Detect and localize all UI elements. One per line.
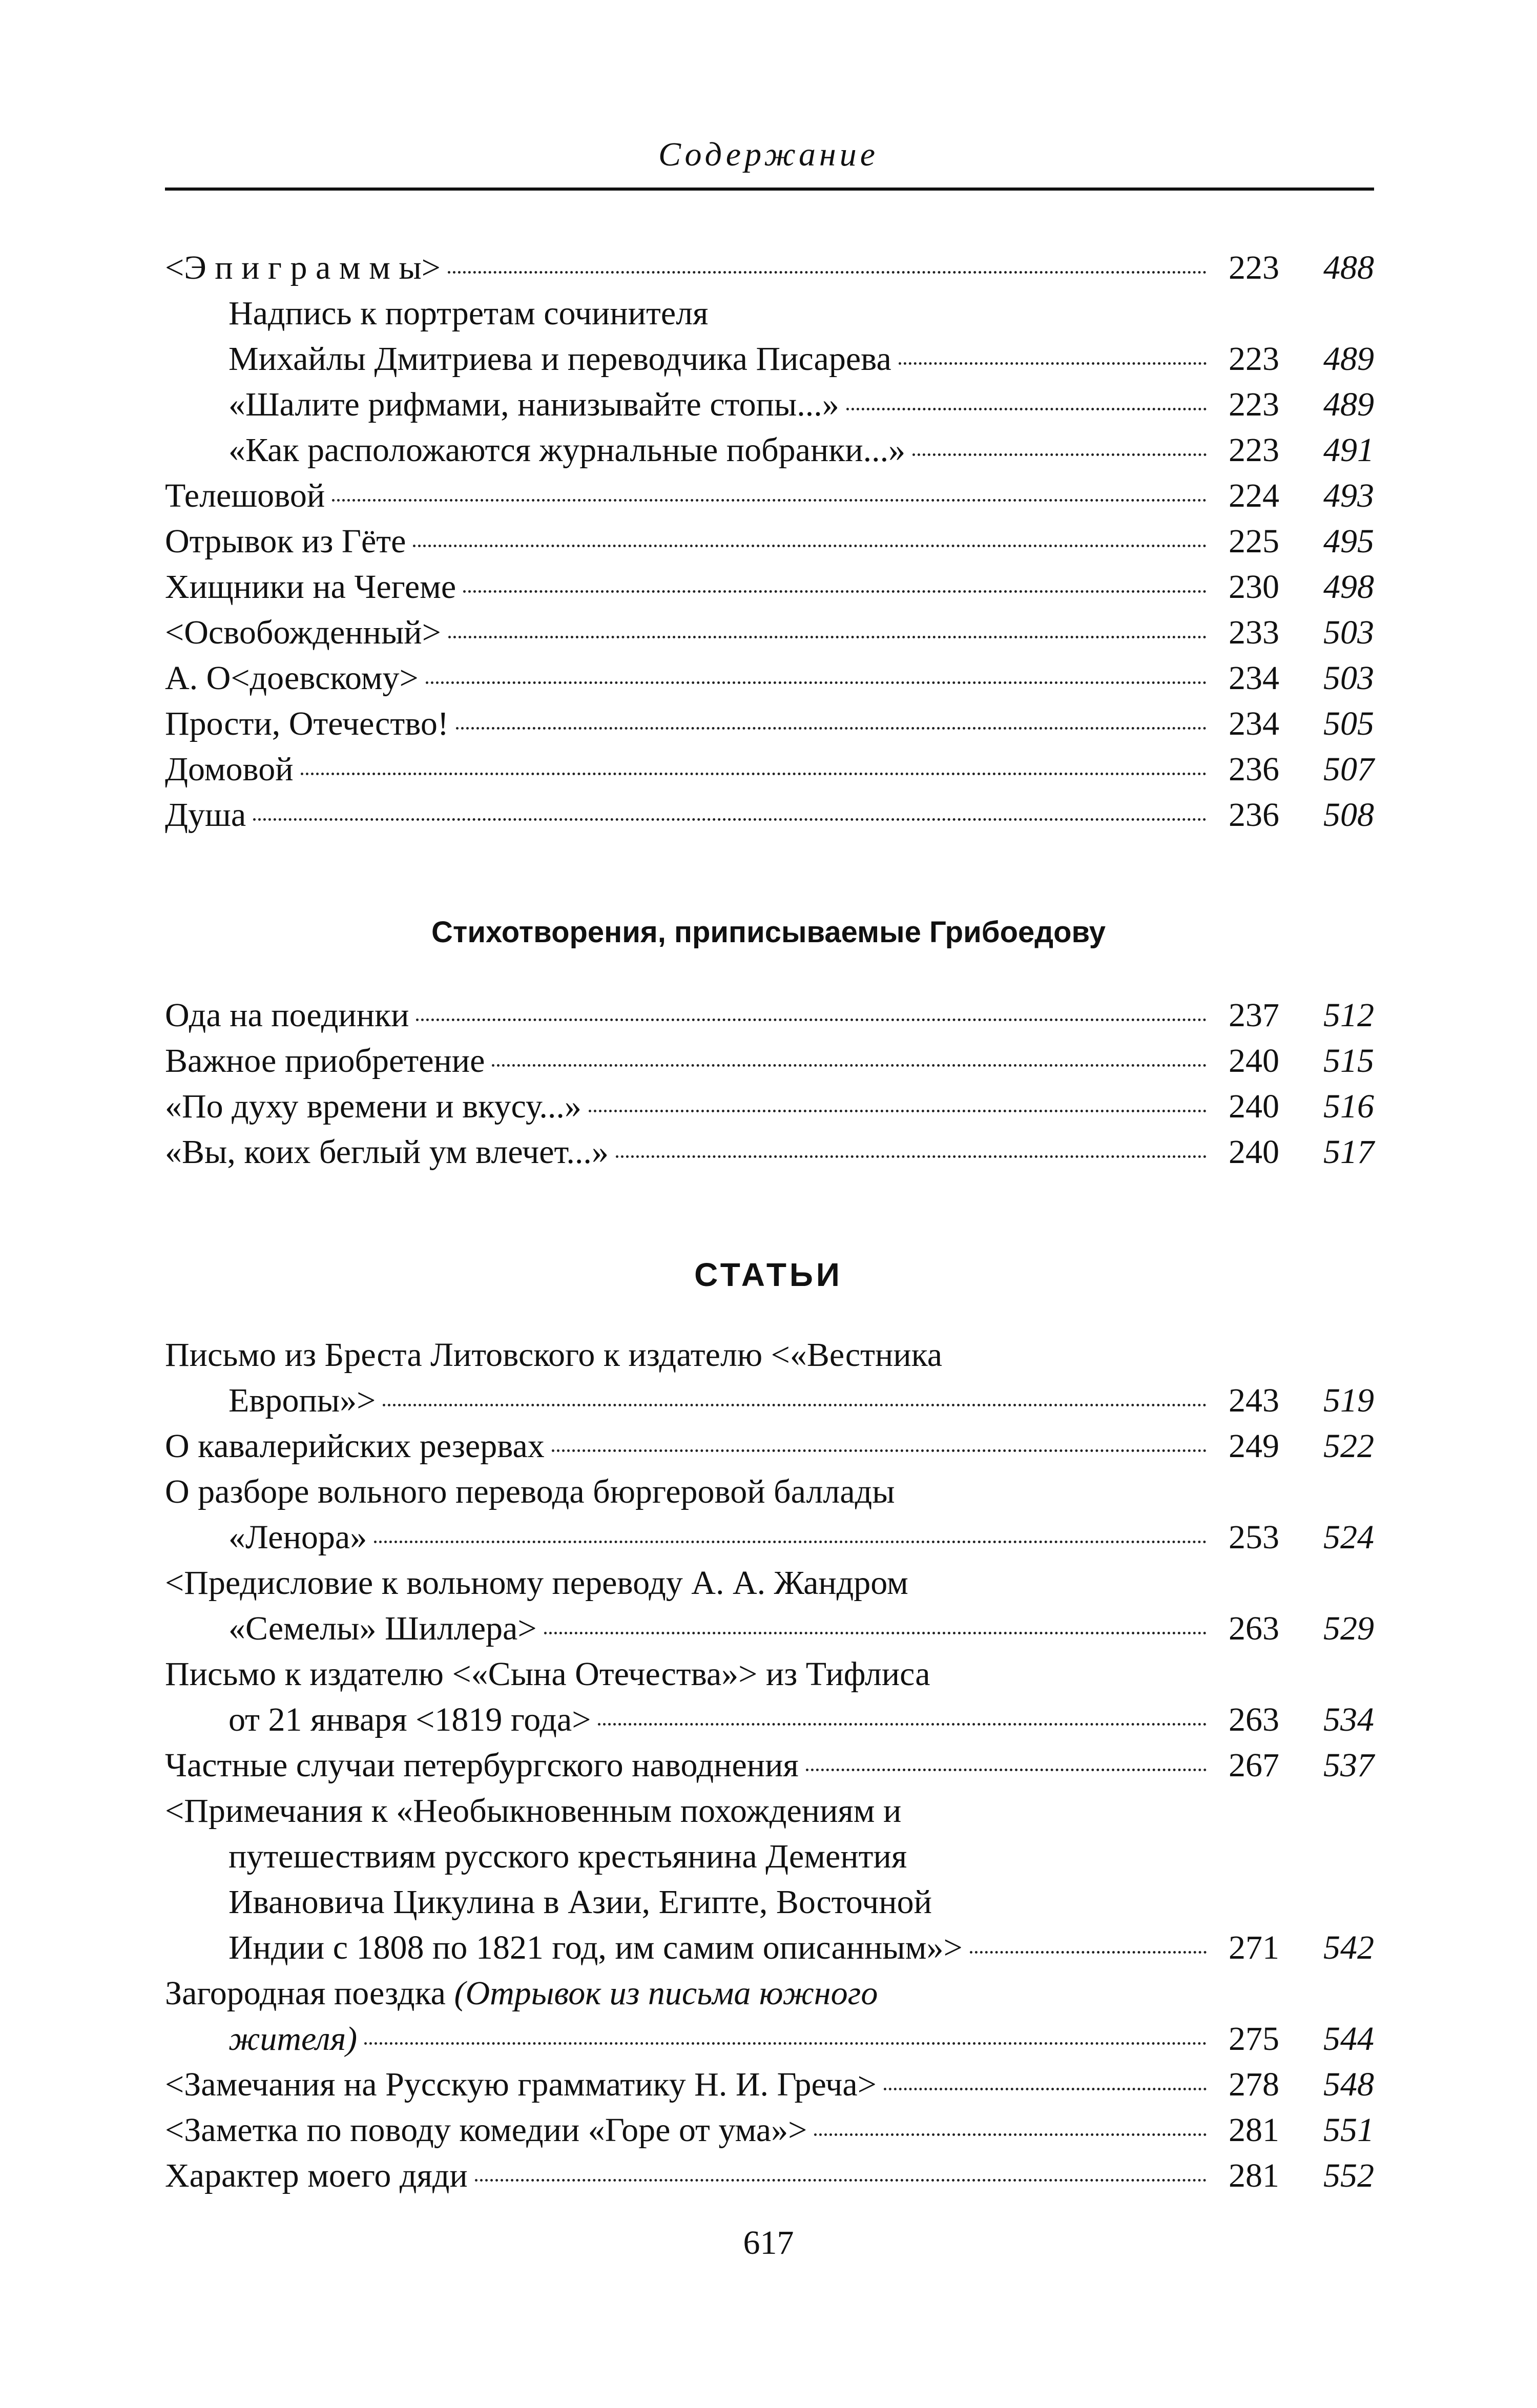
dot-leader — [884, 2088, 1207, 2090]
dot-leader — [589, 1110, 1207, 1112]
toc-entry-title — [165, 1423, 545, 1469]
toc-entry — [165, 792, 1374, 838]
toc-entry — [165, 1697, 1374, 1742]
dot-leader — [416, 1019, 1207, 1021]
toc-commentary-page-number: 551 — [1323, 2111, 1374, 2149]
toc-entry-title-text: Душа — [165, 796, 246, 834]
toc-entry-continuation — [165, 1469, 1374, 1514]
toc-entry — [165, 473, 1374, 518]
toc-entry-title-text: Телешовой — [165, 477, 325, 514]
toc-entry-continuation — [165, 1879, 1374, 1925]
toc-entry-title — [165, 610, 441, 655]
toc-entry-title-text: «Семелы» Шиллера> — [229, 1610, 537, 1647]
dot-leader — [552, 1449, 1207, 1452]
toc-entry — [165, 2016, 1374, 2062]
dot-leader — [970, 1951, 1207, 1954]
toc-entry-title — [229, 382, 839, 427]
toc-entry-title-text: Ивановича Цикулина в Азии, Египте, Восточной — [229, 1883, 932, 1921]
toc-entry-title-text: Надпись к портретам сочинителя — [229, 295, 709, 332]
toc-entry — [165, 1038, 1374, 1084]
toc-entry — [165, 1378, 1374, 1423]
toc-entry-title — [165, 1651, 930, 1697]
toc-page-number: 253 — [1229, 1519, 1279, 1556]
toc-entry-title — [165, 2062, 877, 2107]
toc-page-number: 223 — [1229, 340, 1279, 378]
toc-commentary-page-number: 516 — [1323, 1088, 1374, 1125]
toc-commentary-page-number: 508 — [1323, 796, 1374, 834]
toc-entry-title — [165, 1788, 901, 1834]
dot-leader — [364, 2042, 1207, 2045]
toc-entry-title — [229, 2016, 357, 2062]
toc-entry-title-text: <Э п и г р а м м ы> — [165, 249, 441, 286]
dot-leader — [475, 2179, 1207, 2182]
toc-entry-title-italic: (Отрывок из письма южного — [454, 1975, 878, 2012]
toc-commentary-page-number: 517 — [1323, 1133, 1374, 1171]
dot-leader — [426, 681, 1207, 684]
toc-entry-continuation — [165, 1651, 1374, 1697]
toc-entry-title-text: Важное приобретение — [165, 1042, 485, 1080]
toc-entry-title-text: <Замечания на Русскую грамматику Н. И. Греча> — [165, 2066, 877, 2103]
toc-page-number: 223 — [1229, 249, 1279, 286]
toc-entry — [165, 610, 1374, 655]
toc-page-number: 281 — [1229, 2157, 1279, 2194]
dot-leader — [448, 636, 1207, 638]
toc-entry-title — [165, 1469, 895, 1514]
toc-page-number: 271 — [1229, 1929, 1279, 1966]
toc-page-number: 240 — [1229, 1042, 1279, 1080]
toc-entry-title — [165, 792, 246, 838]
toc-entry-title-text: <Заметка по поводу комедии «Горе от ума»> — [165, 2111, 807, 2149]
toc-page-number: 263 — [1229, 1610, 1279, 1647]
toc-entry-title — [229, 1834, 907, 1879]
toc-entry — [165, 992, 1374, 1038]
toc-entry — [165, 427, 1374, 473]
dot-leader — [374, 1541, 1207, 1543]
toc-entry-title — [229, 290, 708, 336]
toc-entry-title-text: А. О<доевскому> — [165, 659, 419, 697]
toc-entry — [165, 1925, 1374, 1970]
toc-entry-title — [229, 1697, 591, 1742]
toc-entry — [165, 1742, 1374, 1788]
toc-commentary-page-number: 493 — [1323, 477, 1374, 514]
toc-page-number: 223 — [1229, 431, 1279, 469]
toc-entry-title-text: Михайлы Дмитриева и переводчика Писарева — [229, 340, 891, 378]
toc-page-number: 230 — [1229, 568, 1279, 606]
toc-commentary-page-number: 503 — [1323, 614, 1374, 651]
toc-entry — [165, 701, 1374, 746]
toc-entry-continuation — [165, 1560, 1374, 1606]
dot-leader — [253, 818, 1207, 821]
toc-entry — [165, 655, 1374, 701]
dot-leader — [616, 1155, 1207, 1158]
toc-entry-title-text: Хищники на Чегеме — [165, 568, 456, 606]
toc-entry-title — [165, 701, 449, 746]
toc-entry-title-text: Прости, Отечество! — [165, 705, 449, 742]
toc-entry-title-text: Загородная поездка — [165, 1975, 454, 2012]
toc-entry-title — [165, 1084, 581, 1129]
toc-entry-title-text: <Предисловие к вольному переводу А. А. Жандром — [165, 1564, 908, 1602]
toc-page-number: 234 — [1229, 659, 1279, 697]
dot-leader — [448, 271, 1207, 274]
dot-leader — [463, 590, 1207, 593]
toc-entry-title-text: Европы»> — [229, 1382, 376, 1419]
toc-entry-continuation — [165, 1332, 1374, 1378]
toc-entry-continuation — [165, 1834, 1374, 1879]
toc-commentary-page-number: 522 — [1323, 1427, 1374, 1465]
toc-entry-title — [229, 1514, 367, 1560]
toc-commentary-page-number: 548 — [1323, 2066, 1374, 2103]
toc-entry — [165, 564, 1374, 610]
running-head-title: Содержание — [658, 136, 879, 173]
toc-entry-title — [165, 1038, 485, 1084]
toc-entry — [165, 1423, 1374, 1469]
toc-page-number: 240 — [1229, 1133, 1279, 1171]
toc-page-number: 224 — [1229, 477, 1279, 514]
toc-entry-title — [165, 518, 406, 564]
toc-entry-title — [165, 655, 419, 701]
toc-entry-title — [165, 1742, 799, 1788]
toc-commentary-page-number: 491 — [1323, 431, 1374, 469]
dot-leader — [332, 499, 1207, 502]
toc-entry-title — [165, 2107, 807, 2153]
toc-entry-title-text: «Вы, коих беглый ум влечет...» — [165, 1133, 609, 1171]
toc-entry-title-text: <Освобожденный> — [165, 614, 441, 651]
dot-leader — [846, 408, 1207, 410]
toc-entry-title-text: Домовой — [165, 751, 294, 788]
toc-entry-title-text: «Ленора» — [229, 1519, 367, 1556]
toc-entry-title — [229, 1606, 537, 1651]
toc-page-number: 275 — [1229, 2020, 1279, 2058]
toc-entry-title-text: Частные случаи петербургского наводнения — [165, 1747, 799, 1784]
toc-entry-title — [165, 564, 456, 610]
toc-entry — [165, 1606, 1374, 1651]
toc-commentary-page-number: 529 — [1323, 1610, 1374, 1647]
dot-leader — [544, 1632, 1207, 1634]
toc-entry-title — [165, 746, 294, 792]
toc-entry-title — [165, 2153, 468, 2198]
toc-entry — [165, 1084, 1374, 1129]
toc-commentary-page-number: 495 — [1323, 523, 1374, 560]
toc-commentary-page-number: 505 — [1323, 705, 1374, 742]
toc-entry-title — [165, 992, 409, 1038]
toc-entry-title — [165, 245, 441, 290]
toc-page-number: 281 — [1229, 2111, 1279, 2149]
toc-entry-title — [165, 1332, 942, 1378]
toc-entry-title — [229, 1925, 963, 1970]
dot-leader — [814, 2133, 1207, 2136]
toc-list-attributed — [165, 992, 1374, 1175]
page-number: 617 — [743, 2224, 794, 2261]
toc-entry-title-text: Письмо из Бреста Литовского к издателю <«Вестника — [165, 1336, 943, 1374]
toc-page-number: 233 — [1229, 614, 1279, 651]
toc-entry-title-text: О разборе вольного перевода бюргеровой баллады — [165, 1473, 895, 1510]
toc-entry-continuation — [165, 1970, 1374, 2016]
toc-commentary-page-number: 503 — [1323, 659, 1374, 697]
toc-entry-title-text: «По духу времени и вкусу...» — [165, 1088, 581, 1125]
dot-leader — [456, 727, 1207, 730]
toc-commentary-page-number: 542 — [1323, 1929, 1374, 1966]
toc-entry-title — [229, 1879, 932, 1925]
toc-entry — [165, 2153, 1374, 2198]
dot-leader — [598, 1723, 1207, 1726]
toc-commentary-page-number: 489 — [1323, 386, 1374, 423]
toc-commentary-page-number: 498 — [1323, 568, 1374, 606]
toc-commentary-page-number: 507 — [1323, 751, 1374, 788]
toc-entry-title-text: Индии с 1808 по 1821 год, им самим описанным»> — [229, 1929, 963, 1966]
toc-entry-title-text: Письмо к издателю <«Сына Отечества»> из Тифлиса — [165, 1655, 930, 1693]
toc-commentary-page-number: 489 — [1323, 340, 1374, 378]
dot-leader — [912, 453, 1207, 456]
toc-entry-title-text: «Шалите рифмами, нанизывайте стопы...» — [229, 386, 839, 423]
toc-entry-title-text: Ода на поединки — [165, 997, 409, 1034]
dot-leader — [899, 362, 1207, 365]
toc-commentary-page-number: 537 — [1323, 1747, 1374, 1784]
toc-entry-title-text: О кавалерийских резервах — [165, 1427, 545, 1465]
toc-entry-title — [229, 427, 905, 473]
toc-commentary-page-number: 512 — [1323, 997, 1374, 1034]
toc-page-number: 267 — [1229, 1747, 1279, 1784]
toc-page-number: 223 — [1229, 386, 1279, 423]
toc-entry — [165, 2062, 1374, 2107]
toc-page-number: 234 — [1229, 705, 1279, 742]
toc-entry-title-text: <Примечания к «Необыкновенным похождениям и — [165, 1792, 902, 1830]
toc-entry — [165, 382, 1374, 427]
toc-entry-title-text: Характер моего дяди — [165, 2157, 468, 2194]
header-rule — [165, 188, 1374, 191]
toc-commentary-page-number: 488 — [1323, 249, 1374, 286]
toc-commentary-page-number: 552 — [1323, 2157, 1374, 2194]
toc-entry — [165, 746, 1374, 792]
toc-commentary-page-number: 534 — [1323, 1701, 1374, 1738]
toc-entry — [165, 1129, 1374, 1175]
toc-entry-title-italic: жителя) — [229, 2020, 358, 2058]
toc-commentary-page-number: 515 — [1323, 1042, 1374, 1080]
toc-entry-continuation — [165, 290, 1374, 336]
part-heading-articles: СТАТЬИ — [694, 1256, 843, 1293]
toc-entry — [165, 518, 1374, 564]
toc-entry-continuation — [165, 1788, 1374, 1834]
toc-list-poems — [165, 245, 1374, 838]
toc-entry-title — [165, 1560, 908, 1606]
toc-entry-title — [229, 336, 891, 382]
toc-entry — [165, 336, 1374, 382]
toc-page-number: 225 — [1229, 523, 1279, 560]
toc-entry — [165, 1514, 1374, 1560]
dot-leader — [413, 545, 1207, 547]
toc-entry-title — [165, 473, 325, 518]
toc-entry-title — [229, 1378, 376, 1423]
toc-entry-title-text: «Как расположаются журнальные побранки...» — [229, 431, 906, 469]
toc-entry — [165, 245, 1374, 290]
toc-entry — [165, 2107, 1374, 2153]
toc-entry-title — [165, 1129, 609, 1175]
toc-entry-title-text: Отрывок из Гёте — [165, 523, 406, 560]
toc-entry-title-text: путешествиям русского крестьянина Дементия — [229, 1838, 907, 1875]
toc-entry-title-text: от 21 января <1819 года> — [229, 1701, 591, 1738]
toc-page-number: 263 — [1229, 1701, 1279, 1738]
toc-page-number: 249 — [1229, 1427, 1279, 1465]
toc-page-number: 237 — [1229, 997, 1279, 1034]
toc-commentary-page-number: 524 — [1323, 1519, 1374, 1556]
dot-leader — [383, 1404, 1207, 1406]
dot-leader — [806, 1769, 1207, 1771]
section-heading-attributed: Стихотворения, приписываемые Грибоедову — [431, 916, 1106, 949]
toc-list-articles — [165, 1332, 1374, 2198]
dot-leader — [301, 773, 1207, 775]
toc-entry-title — [165, 1970, 878, 2016]
toc-page-number: 278 — [1229, 2066, 1279, 2103]
toc-page-number: 236 — [1229, 751, 1279, 788]
toc-commentary-page-number: 544 — [1323, 2020, 1374, 2058]
toc-page-number: 243 — [1229, 1382, 1279, 1419]
toc-commentary-page-number: 519 — [1323, 1382, 1374, 1419]
toc-page-number: 236 — [1229, 796, 1279, 834]
toc-page-number: 240 — [1229, 1088, 1279, 1125]
dot-leader — [492, 1064, 1207, 1067]
